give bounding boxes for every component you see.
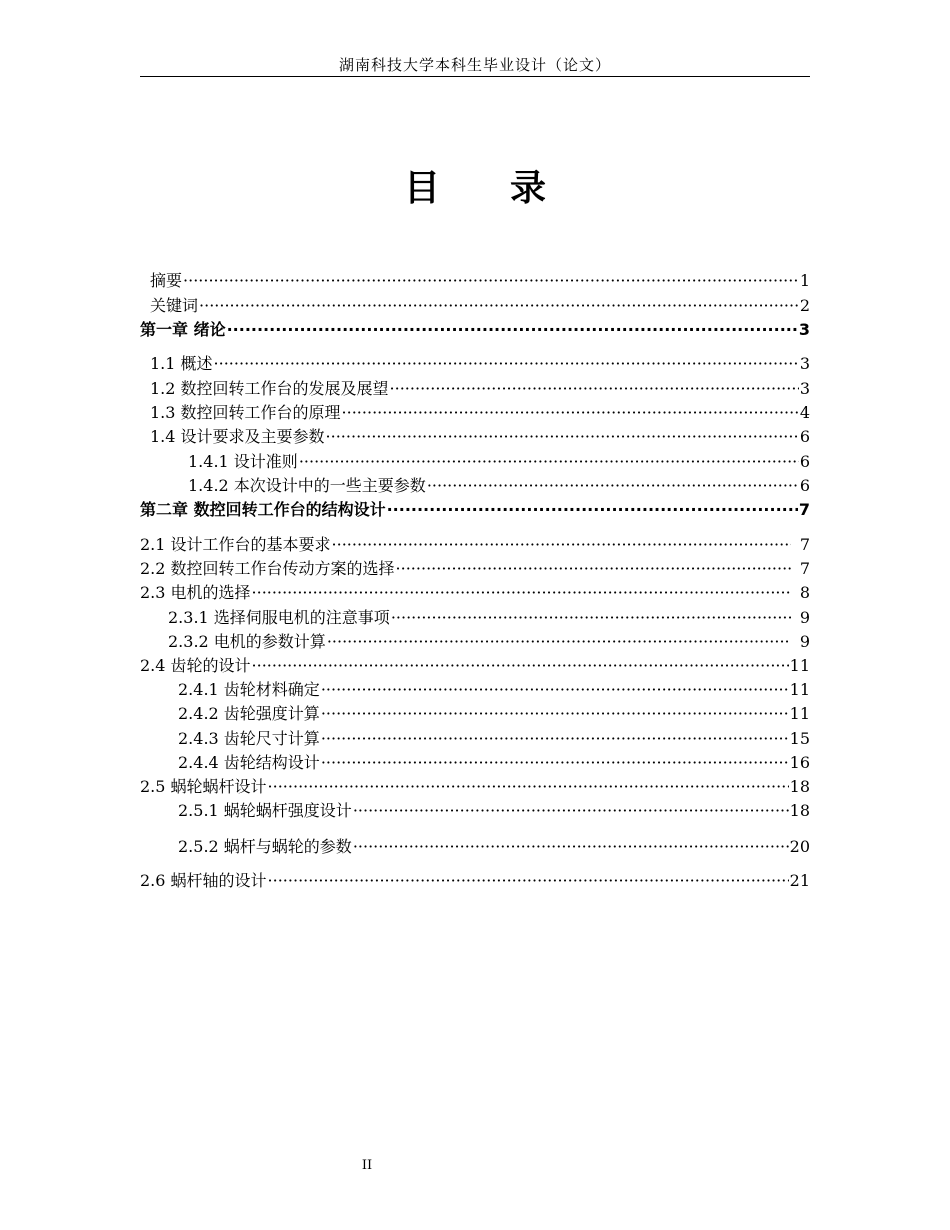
toc-entry-2-5[interactable] <box>140 776 810 798</box>
toc-entry-title: 摘要 <box>150 271 183 290</box>
toc-entry-title: 2.4.3 齿轮尺寸计算 <box>178 729 320 748</box>
toc-entry-page: 7 <box>798 500 810 519</box>
toc-entry-title: 2.3.2 电机的参数计算 <box>168 632 326 651</box>
toc-entry-title: 1.1 概述 <box>150 354 213 373</box>
toc-entry-page: 9 <box>799 608 810 627</box>
toc-entry-page: 2 <box>799 296 810 315</box>
toc-entry-2-4[interactable] <box>140 655 810 677</box>
toc-entry-page: 6 <box>799 476 810 495</box>
toc-entry-1-4-1[interactable] <box>188 451 810 473</box>
toc-entry-chapter-1[interactable] <box>140 319 810 341</box>
toc-entry-page: 6 <box>799 427 810 446</box>
toc-entry-page: 3 <box>798 320 810 339</box>
toc-leader-dots <box>342 402 799 424</box>
toc-entry-title: 1.2 数控回转工作台的发展及展望 <box>150 379 389 398</box>
toc-leader-dots <box>387 499 798 521</box>
toc-entry-title: 第二章 数控回转工作台的结构设计 <box>140 500 386 519</box>
toc-entry-title: 2.5 蜗轮蜗杆设计 <box>140 777 267 796</box>
toc-entry-page: 11 <box>789 656 810 675</box>
toc-entry-keywords[interactable] <box>150 295 810 317</box>
toc-entry-page: 11 <box>789 680 810 699</box>
toc-entry-1-4[interactable] <box>150 426 810 448</box>
toc-entry-page: 11 <box>789 704 810 723</box>
toc-entry-title: 1.4 设计要求及主要参数 <box>150 427 325 446</box>
toc-leader-dots <box>391 607 791 629</box>
toc-entry-page: 6 <box>799 452 810 471</box>
toc-entry-1-3[interactable] <box>150 402 810 424</box>
toc-entry-title: 1.4.2 本次设计中的一些主要参数 <box>188 476 426 495</box>
toc-entry-title: 2.4 齿轮的设计 <box>140 656 251 675</box>
toc-leader-dots <box>268 776 789 798</box>
toc-leader-dots <box>252 655 789 677</box>
toc-leader-dots <box>214 353 799 375</box>
toc-entry-1-1[interactable] <box>150 353 810 375</box>
toc-entry-page: 1 <box>799 271 810 290</box>
toc-leader-dots <box>321 728 789 750</box>
running-header: 湖南科技大学本科生毕业设计（论文） <box>338 56 611 74</box>
toc-leader-dots <box>427 475 799 497</box>
page-title: 目录 <box>403 168 616 209</box>
toc-leader-dots <box>353 800 789 822</box>
toc-entry-page: 18 <box>789 777 810 796</box>
toc-entry-page: 16 <box>789 753 810 772</box>
toc-entry-page: 4 <box>799 403 810 422</box>
toc-entry-2-3-1[interactable] <box>168 607 810 629</box>
toc-entry-1-2[interactable] <box>150 378 810 400</box>
toc-entry-2-5-1[interactable] <box>178 800 810 822</box>
toc-leader-dots <box>252 582 791 604</box>
toc-entry-abstract[interactable] <box>150 270 810 292</box>
toc-entry-title: 2.2 数控回转工作台传动方案的选择 <box>140 559 395 578</box>
toc-leader-dots <box>353 836 789 858</box>
toc-entry-page: 3 <box>799 354 810 373</box>
toc-entry-title: 2.4.4 齿轮结构设计 <box>178 753 320 772</box>
toc-leader-dots <box>327 631 791 653</box>
toc-leader-dots <box>321 679 789 701</box>
toc-entry-title: 关键词 <box>150 296 199 315</box>
toc-entry-page: 9 <box>799 632 810 651</box>
toc-leader-dots <box>183 270 799 292</box>
toc-entry-chapter-2[interactable] <box>140 499 810 521</box>
toc-entry-page: 8 <box>799 583 810 602</box>
toc-entry-title: 1.4.1 设计准则 <box>188 452 298 471</box>
toc-entry-2-4-4[interactable] <box>178 752 810 774</box>
toc-entry-page: 15 <box>789 729 810 748</box>
page-number: II <box>361 1158 373 1173</box>
toc-entry-page: 21 <box>789 871 810 890</box>
toc-leader-dots <box>321 703 789 725</box>
toc-entry-2-4-2[interactable] <box>178 703 810 725</box>
toc-entry-2-3-2[interactable] <box>168 631 810 653</box>
toc-entry-title: 2.1 设计工作台的基本要求 <box>140 535 331 554</box>
toc-leader-dots <box>268 870 789 892</box>
toc-entry-title: 2.3.1 选择伺服电机的注意事项 <box>168 608 390 627</box>
toc-entry-title: 1.3 数控回转工作台的原理 <box>150 403 341 422</box>
toc-entry-page: 20 <box>789 837 810 856</box>
toc-leader-dots <box>199 295 799 317</box>
toc-entry-title: 2.6 蜗杆轴的设计 <box>140 871 267 890</box>
toc-leader-dots <box>396 558 791 580</box>
toc-entry-1-4-2[interactable] <box>188 475 810 497</box>
toc-entry-2-4-1[interactable] <box>178 679 810 701</box>
toc-entry-title: 2.5.1 蜗轮蜗杆强度设计 <box>178 801 352 820</box>
toc-entry-page: 7 <box>799 559 810 578</box>
toc-leader-dots <box>390 378 799 400</box>
toc-entry-page: 18 <box>789 801 810 820</box>
toc-entry-page: 7 <box>799 535 810 554</box>
toc-entry-2-3[interactable] <box>140 582 810 604</box>
toc-leader-dots <box>332 534 791 556</box>
toc-entry-title: 第一章 绪论 <box>140 320 226 339</box>
toc-entry-2-4-3[interactable] <box>178 728 810 750</box>
toc-entry-2-5-2[interactable] <box>178 836 810 858</box>
toc-entry-title: 2.3 电机的选择 <box>140 583 251 602</box>
toc-entry-2-2[interactable] <box>140 558 810 580</box>
header-rule <box>140 76 810 77</box>
toc-entry-title: 2.5.2 蜗杆与蜗轮的参数 <box>178 837 352 856</box>
toc-leader-dots <box>227 319 798 341</box>
toc-leader-dots <box>299 451 799 473</box>
toc-leader-dots <box>321 752 789 774</box>
toc-entry-title: 2.4.2 齿轮强度计算 <box>178 704 320 723</box>
toc-entry-2-6[interactable] <box>140 870 810 892</box>
toc-entry-page: 3 <box>799 379 810 398</box>
toc-leader-dots <box>326 426 799 448</box>
toc-entry-title: 2.4.1 齿轮材料确定 <box>178 680 320 699</box>
toc-entry-2-1[interactable] <box>140 534 810 556</box>
